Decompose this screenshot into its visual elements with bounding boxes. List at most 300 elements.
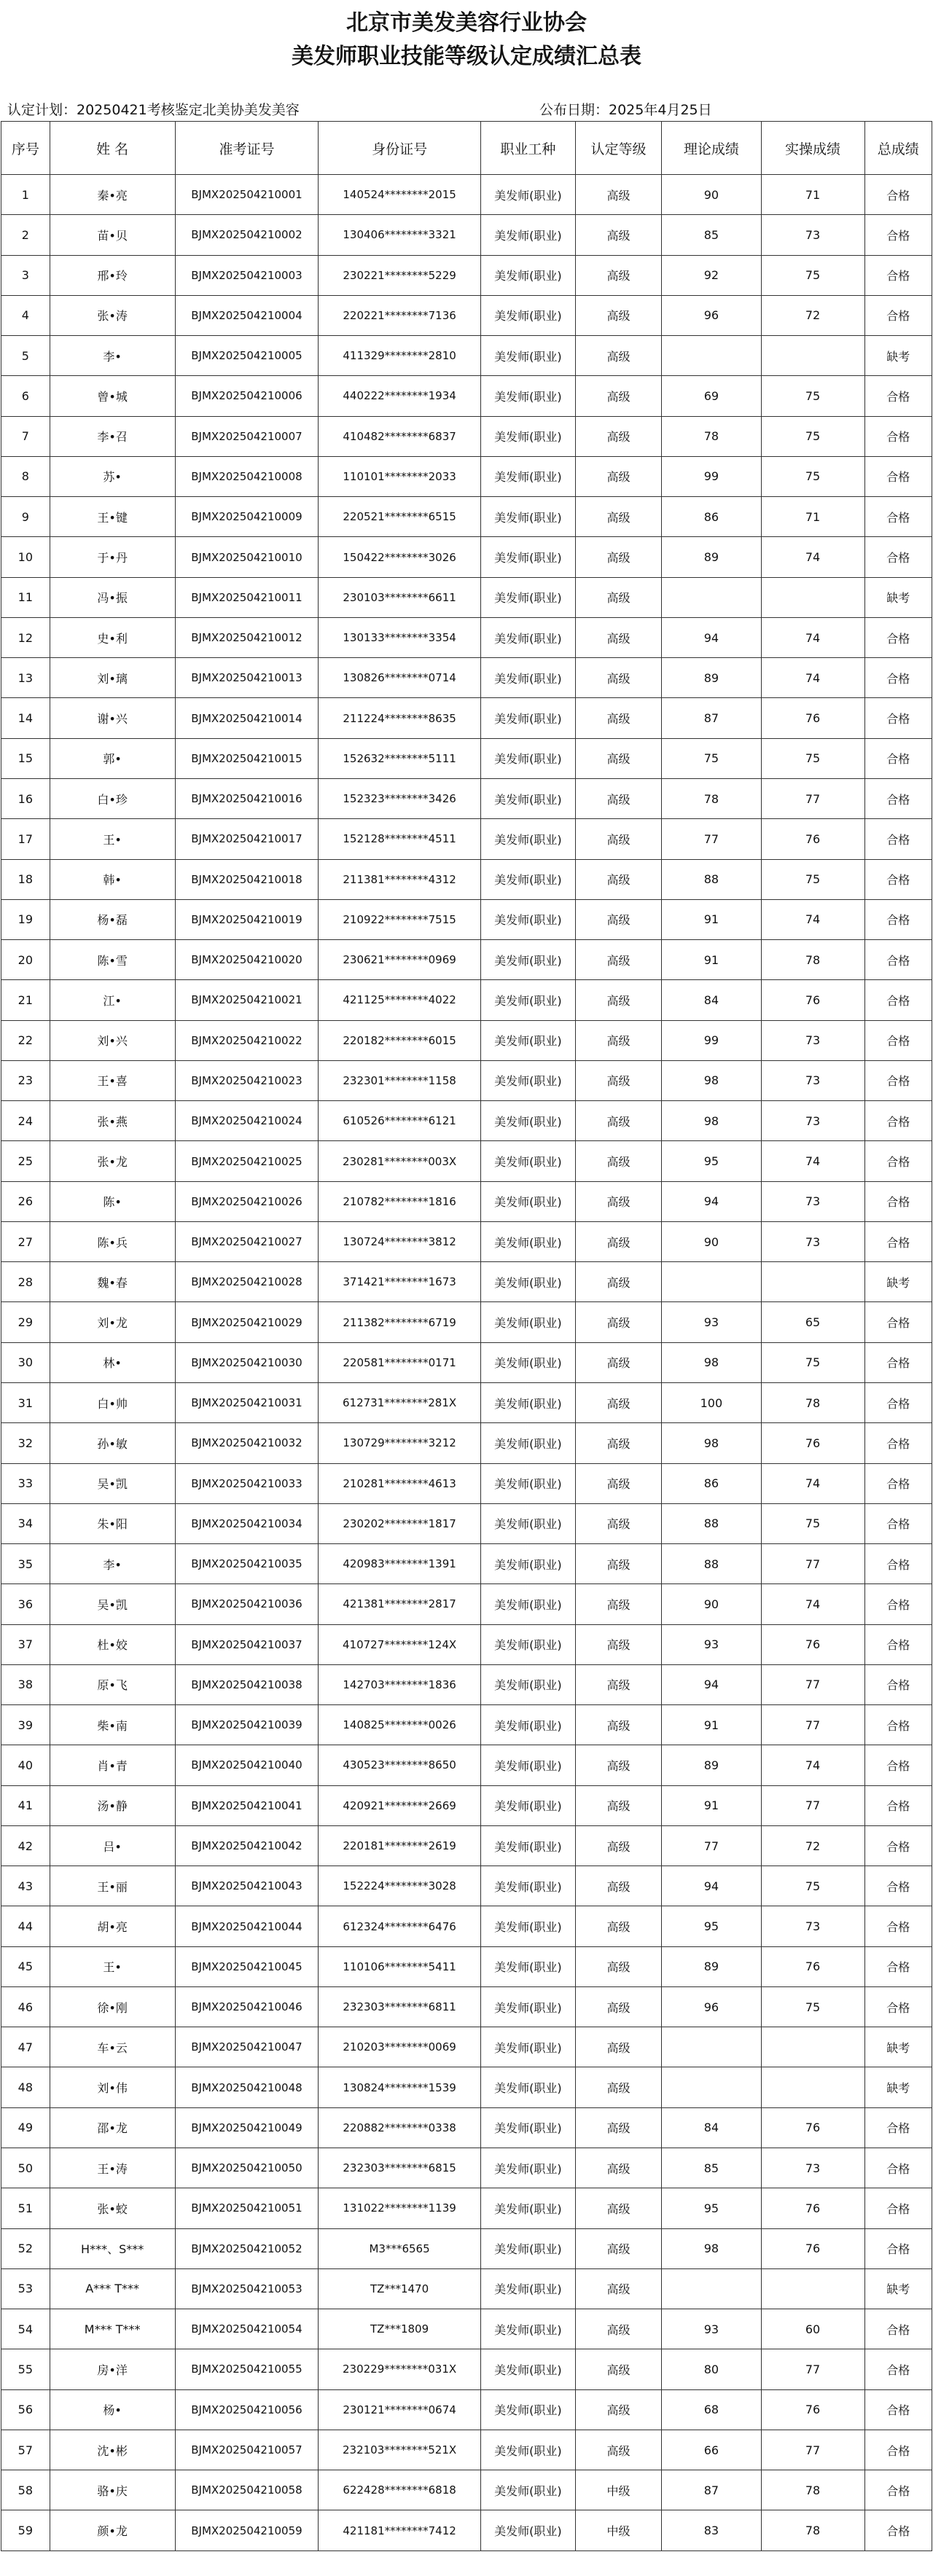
cell-job: 美发师(职业) <box>480 1141 575 1181</box>
cell-name: 颜•龙 <box>50 2510 175 2550</box>
cell-name: 原•飞 <box>50 1664 175 1704</box>
cell-name: 魏•春 <box>50 1262 175 1302</box>
cell-theory: 86 <box>662 1463 762 1503</box>
cell-seq: 48 <box>1 2067 50 2107</box>
cell-level: 高级 <box>575 698 661 738</box>
table-row <box>1 1423 932 1463</box>
cell-practice: 71 <box>761 175 864 215</box>
cell-total: 合格 <box>864 2107 932 2148</box>
cell-exam-no: BJMX202504210045 <box>175 1946 319 1986</box>
cell-job: 美发师(职业) <box>480 255 575 295</box>
cell-exam-no: BJMX202504210050 <box>175 2148 319 2188</box>
cell-practice: 76 <box>761 819 864 859</box>
col-header-practice: 实操成绩 <box>761 122 864 175</box>
cell-id-no: 421125********4022 <box>319 980 481 1020</box>
cell-total: 缺考 <box>864 2067 932 2107</box>
cell-exam-no: BJMX202504210053 <box>175 2268 319 2309</box>
table-row <box>1 1181 932 1221</box>
cell-exam-no: BJMX202504210041 <box>175 1785 319 1825</box>
cell-exam-no: BJMX202504210018 <box>175 859 319 899</box>
cell-theory: 93 <box>662 1624 762 1664</box>
cell-id-no: 411329********2810 <box>319 336 481 376</box>
cell-id-no: 232303********6811 <box>319 1986 481 2027</box>
table-row <box>1 1624 932 1664</box>
cell-practice: 75 <box>761 859 864 899</box>
cell-practice: 77 <box>761 778 864 818</box>
cell-job: 美发师(职业) <box>480 537 575 577</box>
cell-job: 美发师(职业) <box>480 1584 575 1624</box>
cell-name: 吕• <box>50 1825 175 1866</box>
cell-total: 合格 <box>864 1624 932 1664</box>
cell-theory: 94 <box>662 1181 762 1221</box>
table-row <box>1 1101 932 1141</box>
cell-name: 王• <box>50 819 175 859</box>
cell-job: 美发师(职业) <box>480 2188 575 2228</box>
cell-practice: 77 <box>761 1664 864 1704</box>
cell-level: 高级 <box>575 738 661 778</box>
cell-id-no: 440222********1934 <box>319 376 481 416</box>
cell-job: 美发师(职业) <box>480 2470 575 2510</box>
cell-exam-no: BJMX202504210026 <box>175 1181 319 1221</box>
cell-job: 美发师(职业) <box>480 738 575 778</box>
cell-total: 合格 <box>864 2430 932 2470</box>
cell-name: 邢•玲 <box>50 255 175 295</box>
cell-total: 合格 <box>864 537 932 577</box>
cell-exam-no: BJMX202504210004 <box>175 295 319 335</box>
table-row <box>1 1020 932 1060</box>
cell-id-no: 410482********6837 <box>319 416 481 456</box>
cell-name: 骆•庆 <box>50 2470 175 2510</box>
cell-theory: 88 <box>662 859 762 899</box>
cell-id-no: 210922********7515 <box>319 899 481 939</box>
cell-job: 美发师(职业) <box>480 1544 575 1584</box>
cell-seq: 9 <box>1 497 50 537</box>
table-row <box>1 2510 932 2550</box>
cell-job: 美发师(职业) <box>480 1262 575 1302</box>
cell-exam-no: BJMX202504210010 <box>175 537 319 577</box>
cell-id-no: 130729********3212 <box>319 1423 481 1463</box>
table-row <box>1 1946 932 1986</box>
cell-job: 美发师(职业) <box>480 698 575 738</box>
cell-job: 美发师(职业) <box>480 1825 575 1866</box>
cell-practice: 73 <box>761 1101 864 1141</box>
cell-level: 高级 <box>575 1141 661 1181</box>
cell-practice: 60 <box>761 2309 864 2349</box>
table-row <box>1 577 932 617</box>
cell-exam-no: BJMX202504210049 <box>175 2107 319 2148</box>
cell-level: 高级 <box>575 336 661 376</box>
cell-id-no: 210203********0069 <box>319 2027 481 2067</box>
cell-job: 美发师(职业) <box>480 1342 575 1382</box>
cell-level: 高级 <box>575 1785 661 1825</box>
cell-name: 张•蛟 <box>50 2188 175 2228</box>
cell-exam-no: BJMX202504210033 <box>175 1463 319 1503</box>
cell-exam-no: BJMX202504210011 <box>175 577 319 617</box>
cell-exam-no: BJMX202504210025 <box>175 1141 319 1181</box>
cell-total: 合格 <box>864 1544 932 1584</box>
cell-name: 刘•璃 <box>50 658 175 698</box>
cell-level: 高级 <box>575 497 661 537</box>
cell-job: 美发师(职业) <box>480 497 575 537</box>
table-row <box>1 1705 932 1745</box>
table-row <box>1 1745 932 1785</box>
cell-practice: 78 <box>761 1382 864 1422</box>
cell-exam-no: BJMX202504210034 <box>175 1503 319 1543</box>
cell-name: 冯•振 <box>50 577 175 617</box>
cell-job: 美发师(职业) <box>480 1503 575 1543</box>
cell-theory <box>662 2268 762 2309</box>
cell-exam-no: BJMX202504210024 <box>175 1101 319 1141</box>
cell-theory: 94 <box>662 1866 762 1906</box>
cell-level: 高级 <box>575 1745 661 1785</box>
cell-theory: 100 <box>662 1382 762 1422</box>
cell-seq: 7 <box>1 416 50 456</box>
table-row <box>1 1866 932 1906</box>
cell-job: 美发师(职业) <box>480 1060 575 1100</box>
cell-seq: 49 <box>1 2107 50 2148</box>
cell-name: 王• <box>50 1946 175 1986</box>
table-row <box>1 617 932 657</box>
cell-exam-no: BJMX202504210017 <box>175 819 319 859</box>
cell-job: 美发师(职业) <box>480 819 575 859</box>
table-row <box>1 658 932 698</box>
table-row <box>1 2309 932 2349</box>
table-row <box>1 336 932 376</box>
cell-id-no: 220882********0338 <box>319 2107 481 2148</box>
cell-theory: 69 <box>662 376 762 416</box>
cell-job: 美发师(职业) <box>480 1221 575 1261</box>
cell-seq: 25 <box>1 1141 50 1181</box>
cell-total: 合格 <box>864 1060 932 1100</box>
cell-practice: 78 <box>761 2470 864 2510</box>
cell-theory: 87 <box>662 698 762 738</box>
cell-practice: 76 <box>761 2188 864 2228</box>
table-row <box>1 738 932 778</box>
cell-level: 高级 <box>575 1101 661 1141</box>
cell-total: 合格 <box>864 859 932 899</box>
cell-total: 合格 <box>864 617 932 657</box>
cell-name: 刘•伟 <box>50 2067 175 2107</box>
cell-seq: 58 <box>1 2470 50 2510</box>
cell-seq: 44 <box>1 1906 50 1946</box>
table-row <box>1 1463 932 1503</box>
cell-seq: 33 <box>1 1463 50 1503</box>
cell-practice: 76 <box>761 980 864 1020</box>
cell-name: 张•龙 <box>50 1141 175 1181</box>
cell-id-no: 230202********1817 <box>319 1503 481 1543</box>
cell-total: 合格 <box>864 1463 932 1503</box>
cell-level: 高级 <box>575 1503 661 1543</box>
cell-theory: 75 <box>662 738 762 778</box>
cell-theory: 98 <box>662 1342 762 1382</box>
cell-name: 陈•兵 <box>50 1221 175 1261</box>
col-header-job: 职业工种 <box>480 122 575 175</box>
cell-id-no: TZ***1470 <box>319 2268 481 2309</box>
cell-job: 美发师(职业) <box>480 1181 575 1221</box>
cell-exam-no: BJMX202504210042 <box>175 1825 319 1866</box>
cell-job: 美发师(职业) <box>480 1986 575 2027</box>
cell-seq: 46 <box>1 1986 50 2027</box>
cell-total: 合格 <box>864 1946 932 1986</box>
cell-total: 合格 <box>864 1866 932 1906</box>
cell-id-no: 150422********3026 <box>319 537 481 577</box>
cell-total: 合格 <box>864 2470 932 2510</box>
cell-id-no: 230121********0674 <box>319 2389 481 2430</box>
cell-name: 谢•兴 <box>50 698 175 738</box>
table-row <box>1 1302 932 1342</box>
cell-seq: 23 <box>1 1060 50 1100</box>
cell-job: 美发师(职业) <box>480 899 575 939</box>
cell-level: 高级 <box>575 2349 661 2389</box>
cell-theory: 93 <box>662 2309 762 2349</box>
cell-total: 合格 <box>864 819 932 859</box>
cell-total: 合格 <box>864 2510 932 2550</box>
cell-practice: 74 <box>761 617 864 657</box>
cell-id-no: 610526********6121 <box>319 1101 481 1141</box>
cell-theory: 78 <box>662 778 762 818</box>
cell-job: 美发师(职业) <box>480 617 575 657</box>
cell-total: 合格 <box>864 2228 932 2268</box>
cell-level: 高级 <box>575 2027 661 2067</box>
cell-exam-no: BJMX202504210058 <box>175 2470 319 2510</box>
cell-name: 郭• <box>50 738 175 778</box>
cell-seq: 24 <box>1 1101 50 1141</box>
results-table <box>1 121 932 2551</box>
cell-total: 缺考 <box>864 2027 932 2067</box>
cell-job: 美发师(职业) <box>480 175 575 215</box>
table-row <box>1 1785 932 1825</box>
cell-total: 合格 <box>864 1221 932 1261</box>
cell-seq: 14 <box>1 698 50 738</box>
cell-total: 合格 <box>864 1986 932 2027</box>
cell-seq: 32 <box>1 1423 50 1463</box>
cell-level: 高级 <box>575 859 661 899</box>
cell-theory: 77 <box>662 1825 762 1866</box>
cell-exam-no: BJMX202504210056 <box>175 2389 319 2430</box>
cell-level: 高级 <box>575 1262 661 1302</box>
cell-id-no: 140825********0026 <box>319 1705 481 1745</box>
cell-level: 高级 <box>575 1221 661 1261</box>
table-row <box>1 1382 932 1422</box>
table-row <box>1 1141 932 1181</box>
cell-practice: 65 <box>761 1302 864 1342</box>
cell-theory: 89 <box>662 537 762 577</box>
cell-total: 合格 <box>864 1503 932 1543</box>
cell-id-no: 210281********4613 <box>319 1463 481 1503</box>
cell-exam-no: BJMX202504210002 <box>175 215 319 255</box>
cell-name: 邵•龙 <box>50 2107 175 2148</box>
cell-job: 美发师(职业) <box>480 295 575 335</box>
cell-total: 合格 <box>864 980 932 1020</box>
table-row <box>1 2349 932 2389</box>
cell-id-no: M3***6565 <box>319 2228 481 2268</box>
cell-job: 美发师(职业) <box>480 658 575 698</box>
cell-practice: 76 <box>761 2107 864 2148</box>
table-header-row <box>1 122 932 175</box>
cell-name: 李• <box>50 1544 175 1584</box>
table-row <box>1 2389 932 2430</box>
cell-exam-no: BJMX202504210055 <box>175 2349 319 2389</box>
col-header-level: 认定等级 <box>575 122 661 175</box>
cell-level: 高级 <box>575 416 661 456</box>
cell-practice <box>761 1262 864 1302</box>
col-header-id-no: 身份证号 <box>319 122 481 175</box>
cell-seq: 18 <box>1 859 50 899</box>
cell-seq: 22 <box>1 1020 50 1060</box>
cell-level: 高级 <box>575 1342 661 1382</box>
cell-total: 合格 <box>864 1745 932 1785</box>
cell-practice: 74 <box>761 658 864 698</box>
cell-job: 美发师(职业) <box>480 2349 575 2389</box>
cell-level: 高级 <box>575 577 661 617</box>
cell-theory: 80 <box>662 2349 762 2389</box>
cell-id-no: 371421********1673 <box>319 1262 481 1302</box>
cell-practice <box>761 2027 864 2067</box>
cell-name: 吴•凯 <box>50 1463 175 1503</box>
cell-job: 美发师(职业) <box>480 1463 575 1503</box>
cell-theory <box>662 2027 762 2067</box>
cell-job: 美发师(职业) <box>480 940 575 980</box>
cell-practice: 71 <box>761 497 864 537</box>
cell-theory <box>662 1262 762 1302</box>
cell-seq: 35 <box>1 1544 50 1584</box>
cell-level: 高级 <box>575 778 661 818</box>
cell-theory <box>662 577 762 617</box>
cell-practice: 76 <box>761 1946 864 1986</box>
cell-id-no: 622428********6818 <box>319 2470 481 2510</box>
cell-seq: 55 <box>1 2349 50 2389</box>
cell-practice: 76 <box>761 1423 864 1463</box>
cell-seq: 39 <box>1 1705 50 1745</box>
cell-job: 美发师(职业) <box>480 2309 575 2349</box>
cell-seq: 54 <box>1 2309 50 2349</box>
cell-total: 合格 <box>864 497 932 537</box>
cell-name: 刘•兴 <box>50 1020 175 1060</box>
cell-practice: 74 <box>761 1745 864 1785</box>
cell-total: 合格 <box>864 899 932 939</box>
cell-id-no: 430523********8650 <box>319 1745 481 1785</box>
cell-total: 合格 <box>864 1785 932 1825</box>
cell-seq: 21 <box>1 980 50 1020</box>
cell-id-no: 142703********1836 <box>319 1664 481 1704</box>
cell-exam-no: BJMX202504210029 <box>175 1302 319 1342</box>
cell-level: 高级 <box>575 2188 661 2228</box>
table-row <box>1 859 932 899</box>
cell-id-no: 130724********3812 <box>319 1221 481 1261</box>
cell-id-no: 130406********3321 <box>319 215 481 255</box>
cell-exam-no: BJMX202504210023 <box>175 1060 319 1100</box>
col-header-seq: 序号 <box>1 122 50 175</box>
cell-seq: 30 <box>1 1342 50 1382</box>
cell-exam-no: BJMX202504210032 <box>175 1423 319 1463</box>
cell-total: 合格 <box>864 175 932 215</box>
cell-theory: 98 <box>662 1101 762 1141</box>
col-header-name: 姓 名 <box>50 122 175 175</box>
cell-theory: 90 <box>662 1221 762 1261</box>
cell-job: 美发师(职业) <box>480 2027 575 2067</box>
cell-practice: 78 <box>761 2510 864 2550</box>
cell-theory: 90 <box>662 175 762 215</box>
cell-seq: 43 <box>1 1866 50 1906</box>
cell-practice: 74 <box>761 899 864 939</box>
cell-job: 美发师(职业) <box>480 1664 575 1704</box>
cell-total: 合格 <box>864 2309 932 2349</box>
cell-level: 高级 <box>575 2107 661 2148</box>
table-row <box>1 1060 932 1100</box>
table-row <box>1 2228 932 2268</box>
cell-exam-no: BJMX202504210020 <box>175 940 319 980</box>
cell-level: 高级 <box>575 899 661 939</box>
cell-job: 美发师(职业) <box>480 1624 575 1664</box>
cell-total: 合格 <box>864 778 932 818</box>
cell-total: 合格 <box>864 1302 932 1342</box>
cell-total: 合格 <box>864 1181 932 1221</box>
table-row <box>1 778 932 818</box>
cell-job: 美发师(职业) <box>480 2510 575 2550</box>
cell-practice: 78 <box>761 940 864 980</box>
cell-total: 合格 <box>864 1020 932 1060</box>
cell-seq: 19 <box>1 899 50 939</box>
cell-job: 美发师(职业) <box>480 416 575 456</box>
cell-theory: 90 <box>662 1584 762 1624</box>
cell-name: 胡•亮 <box>50 1906 175 1946</box>
cell-exam-no: BJMX202504210054 <box>175 2309 319 2349</box>
cell-name: 肖•青 <box>50 1745 175 1785</box>
cell-exam-no: BJMX202504210030 <box>175 1342 319 1382</box>
report-title-block <box>0 0 933 80</box>
cell-name: H***、S*** <box>50 2228 175 2268</box>
cell-name: 王•喜 <box>50 1060 175 1100</box>
cell-practice: 76 <box>761 2228 864 2268</box>
cell-theory: 96 <box>662 1986 762 2027</box>
cell-exam-no: BJMX202504210059 <box>175 2510 319 2550</box>
cell-practice: 75 <box>761 1986 864 2027</box>
cell-exam-no: BJMX202504210052 <box>175 2228 319 2268</box>
cell-level: 高级 <box>575 1181 661 1221</box>
table-row <box>1 2067 932 2107</box>
cell-id-no: 230229********031X <box>319 2349 481 2389</box>
cell-seq: 8 <box>1 456 50 496</box>
cell-seq: 40 <box>1 1745 50 1785</box>
table-row <box>1 416 932 456</box>
cell-practice: 76 <box>761 698 864 738</box>
cell-job: 美发师(职业) <box>480 980 575 1020</box>
cell-exam-no: BJMX202504210039 <box>175 1705 319 1745</box>
cell-total: 合格 <box>864 658 932 698</box>
cell-job: 美发师(职业) <box>480 376 575 416</box>
table-row <box>1 376 932 416</box>
cell-exam-no: BJMX202504210012 <box>175 617 319 657</box>
cell-practice: 76 <box>761 1624 864 1664</box>
cell-level: 高级 <box>575 658 661 698</box>
cell-exam-no: BJMX202504210005 <box>175 336 319 376</box>
cell-name: 李• <box>50 336 175 376</box>
cell-total: 缺考 <box>864 336 932 376</box>
cell-exam-no: BJMX202504210057 <box>175 2430 319 2470</box>
cell-exam-no: BJMX202504210016 <box>175 778 319 818</box>
cell-seq: 26 <box>1 1181 50 1221</box>
cell-id-no: 130133********3354 <box>319 617 481 657</box>
cell-job: 美发师(职业) <box>480 336 575 376</box>
cell-name: 王•丽 <box>50 1866 175 1906</box>
cell-total: 合格 <box>864 2148 932 2188</box>
cell-job: 美发师(职业) <box>480 2268 575 2309</box>
cell-seq: 37 <box>1 1624 50 1664</box>
cell-id-no: 230103********6611 <box>319 577 481 617</box>
cell-exam-no: BJMX202504210007 <box>175 416 319 456</box>
cell-id-no: 232103********521X <box>319 2430 481 2470</box>
cell-level: 高级 <box>575 215 661 255</box>
